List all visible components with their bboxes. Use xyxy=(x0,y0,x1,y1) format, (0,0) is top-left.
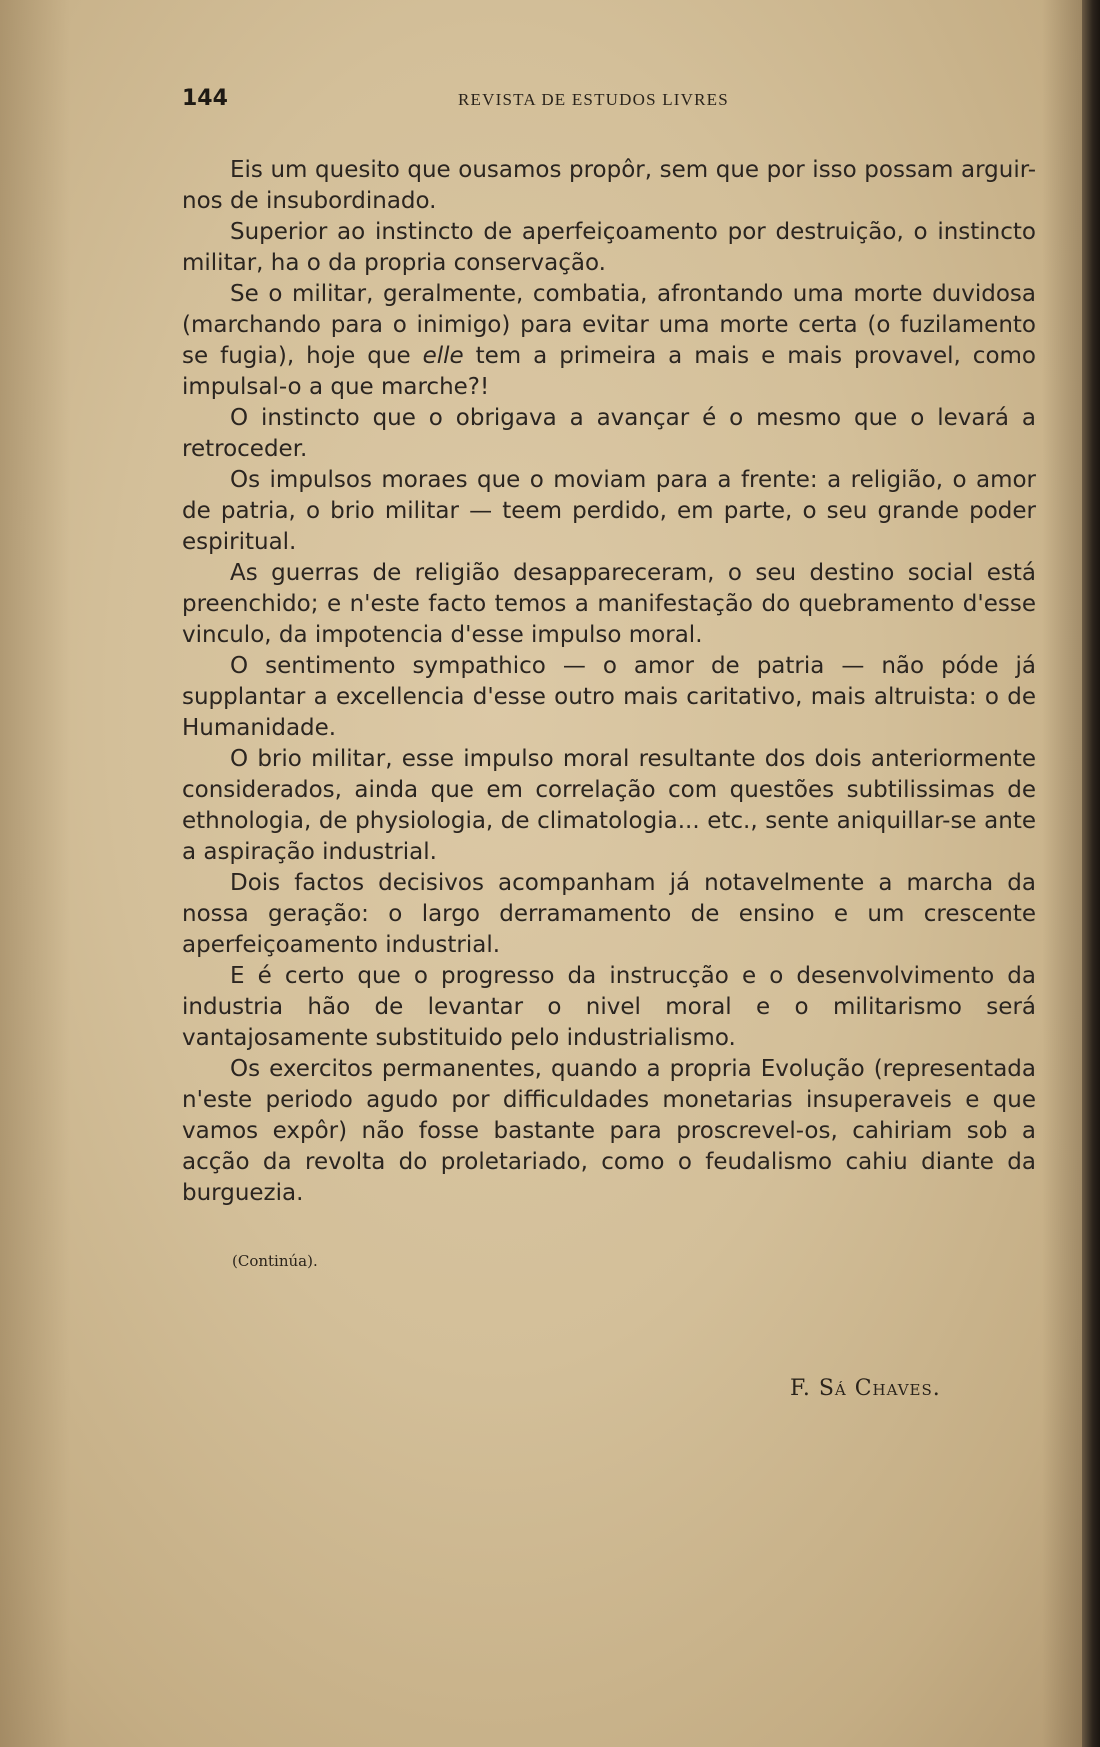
page-header xyxy=(0,86,1100,116)
paragraph-7: O sentimento sympathico — o amor de patria — não póde já supplantar a excellencia d'esse outro mais caritativo, mais altruista: o de Humanidade. xyxy=(182,653,1036,741)
paragraph-6: As guerras de religião desappareceram, o seu destino social está preenchido; e n'este facto temos a manifestação do quebramento d'esse vinculo, da impotencia d'esse impulso moral. xyxy=(182,560,1036,648)
paragraph-1: Eis um quesito que ousamos propôr, sem que por isso possam arguir-nos de insubordinado. xyxy=(182,157,1036,214)
paragraph-3-text-after: tem a primeira a mais e mais provavel, como impulsal-o a que marche?! xyxy=(182,343,1036,400)
gutter-shadow xyxy=(1042,0,1082,1747)
author-signature xyxy=(790,1376,941,1401)
paragraph-8: O brio militar, esse impulso moral resultante dos dois anteriormente considerados, ainda que em correlação com questões subtilissimas de ethnologia, de physiologia, de climatologia... etc., sente aniquillar-se ante a aspiração industrial. xyxy=(182,746,1036,865)
paragraph-3-italic-word: elle xyxy=(422,343,464,369)
paragraph-3 xyxy=(182,279,1036,403)
paragraph-5: Os impulsos moraes que o moviam para a frente: a religião, o amor de patria, o brio militar — teem perdido, em parte, o seu grande poder espiritual. xyxy=(182,467,1036,555)
book-spine xyxy=(1082,0,1100,1747)
article-body xyxy=(182,155,1036,1209)
paragraph-3-text-before: Se o militar, geralmente, combatia, afrontando uma morte duvidosa (marchando para o inimigo) para evitar uma morte certa (o fuzilamento se fugia), hoje que xyxy=(182,281,1036,369)
continued-note: (Continúa). xyxy=(232,1252,318,1270)
author-initial: F. xyxy=(790,1376,819,1401)
paragraph-4: O instincto que o obrigava a avançar é o mesmo que o levará a retroceder. xyxy=(182,405,1036,462)
paragraph-9: Dois factos decisivos acompanham já notavelmente a marcha da nossa geração: o largo derramamento de ensino e um crescente aperfeiçoamento industrial. xyxy=(182,870,1036,958)
running-title: REVISTA DE ESTUDOS LIVRES xyxy=(458,90,729,109)
author-surname: Sá Chaves. xyxy=(818,1376,941,1401)
paragraph-11: Os exercitos permanentes, quando a propria Evolução (representada n'este periodo agudo por difficuldades monetarias insuperaveis e que vamos expôr) não fosse bastante para proscrevel-os, cahiriam sob a acção da revolta do proletariado, como o feudalismo cahiu diante da burguezia. xyxy=(182,1056,1036,1206)
page-edge-shadow xyxy=(0,0,70,1747)
paragraph-10: E é certo que o progresso da instrucção e o desenvolvimento da industria hão de levantar o nivel moral e o militarismo será vantajosamente substituido pelo industrialismo. xyxy=(182,963,1036,1051)
page-number: 144 xyxy=(182,86,228,111)
paragraph-2: Superior ao instincto de aperfeiçoamento por destruição, o instincto militar, ha o da propria conservação. xyxy=(182,219,1036,276)
